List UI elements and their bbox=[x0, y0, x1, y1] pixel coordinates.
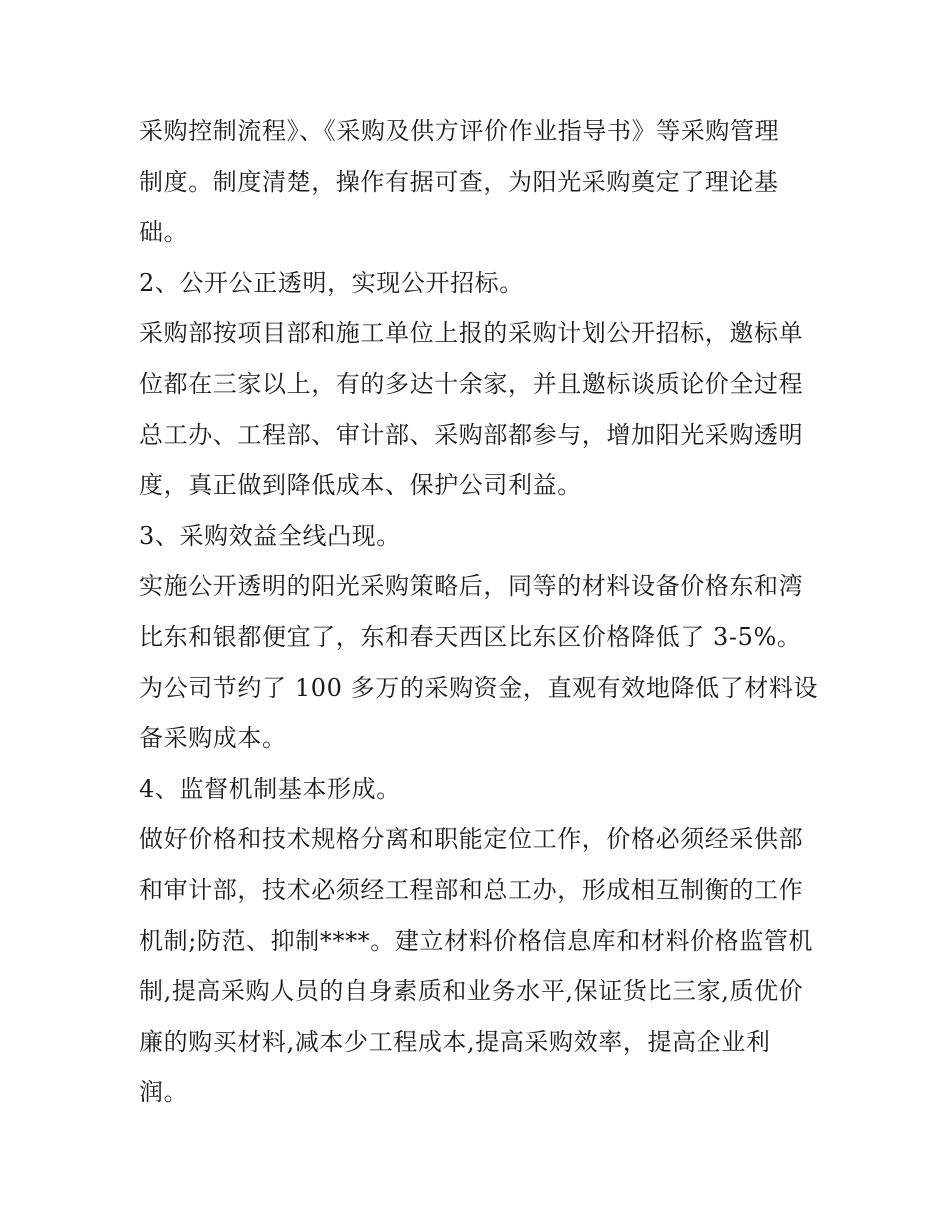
text-line: 润。 bbox=[139, 1078, 189, 1107]
text-line: 廉的购买材料,减本少工程成本,提高采购效率，提高企业利 bbox=[139, 1027, 771, 1056]
text-line: 位都在三家以上，有的多达十余家，并且邀标谈质论价全过程 bbox=[139, 369, 804, 398]
text-line: 采购控制流程》、《采购及供方评价作业指导书》等采购管理 bbox=[139, 117, 780, 145]
text-line: 为公司节约了 100 多万的采购资金，直观有效地降低了材料设 bbox=[139, 673, 819, 702]
document-body bbox=[139, 106, 819, 1118]
text-line: 总工办、工程部、审计部、采购部都参与，增加阳光采购透明 bbox=[139, 420, 804, 449]
text-line: 实施公开透明的阳光采购策略后，同等的材料设备价格东和湾 bbox=[139, 572, 804, 601]
section-heading-2: 2、公开公正透明，实现公开招标。 bbox=[139, 268, 524, 297]
text-line: 度，真正做到降低成本、保护公司利益。 bbox=[139, 471, 582, 500]
text-line: 机制;防范、抑制****。建立材料价格信息库和材料价格监管机 bbox=[139, 926, 814, 955]
section-heading-4: 4、监督机制基本形成。 bbox=[139, 774, 401, 803]
text-line: 制度。制度清楚，操作有据可查，为阳光采购奠定了理论基 bbox=[139, 167, 779, 196]
text-line: 础。 bbox=[139, 218, 189, 247]
text-line: 比东和银都便宜了，东和春天西区比东区价格降低了 3-5%。 bbox=[139, 622, 802, 651]
text-line: 制,提高采购人员的自身素质和业务水平,保证货比三家,质优价 bbox=[139, 977, 804, 1006]
text-line: 做好价格和技术规格分离和职能定位工作，价格必须经采供部 bbox=[139, 825, 804, 854]
text-line: 备采购成本。 bbox=[139, 724, 287, 753]
text-line: 和审计部，技术必须经工程部和总工办，形成相互制衡的工作 bbox=[139, 875, 804, 904]
section-heading-3: 3、采购效益全线凸现。 bbox=[139, 521, 401, 550]
text-line: 采购部按项目部和施工单位上报的采购计划公开招标，邀标单 bbox=[139, 319, 804, 348]
